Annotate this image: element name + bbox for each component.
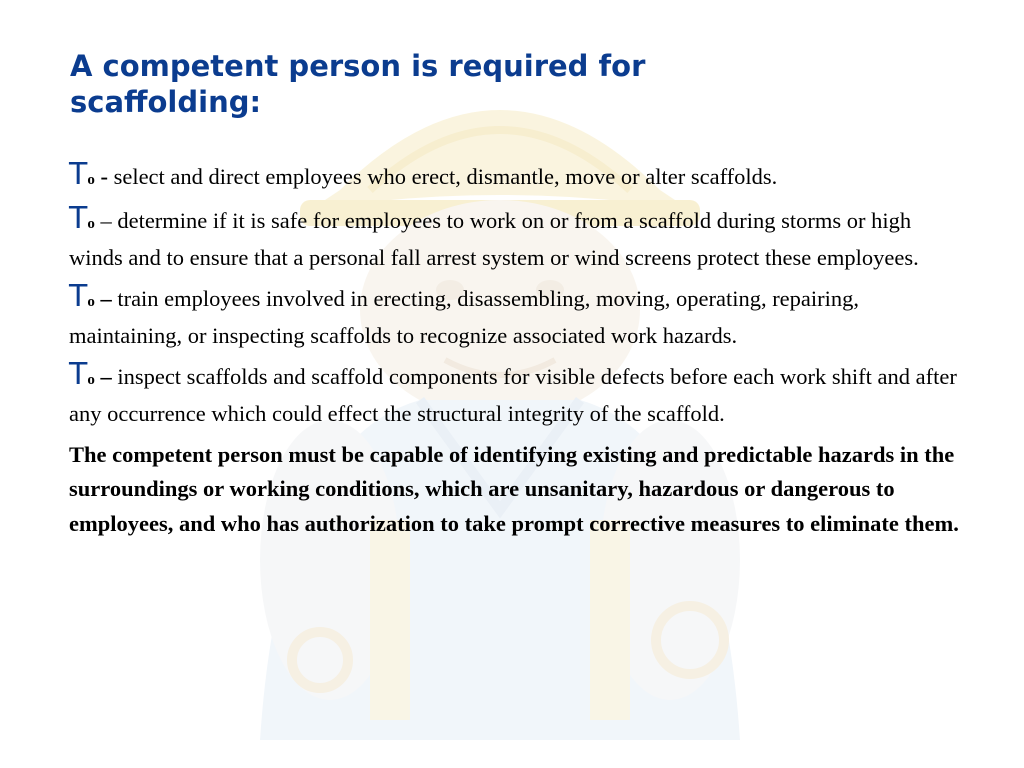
item-lead-letter: T (69, 278, 88, 314)
slide-content (69, 157, 969, 541)
item-text: train employees involved in erecting, disassembling, moving, operating, repairing, maintaining, or inspecting scaffolds to recognize associated work hazards. (69, 285, 860, 348)
list-item (69, 278, 969, 354)
item-text: determine if it is safe for employees to work on or from a scaffold during storms or high winds and to ensure that a personal fall arrest system or wind screens protect these employees. (69, 207, 919, 270)
list-item (69, 157, 969, 198)
item-lead-small: o (87, 293, 95, 310)
item-separator: - (94, 164, 114, 189)
slide-title: A competent person is required for scaffolding: (70, 49, 646, 119)
item-separator: – (94, 285, 118, 311)
item-separator: – (94, 363, 118, 389)
item-text: select and direct employees who erect, dismantle, move or alter scaffolds. (113, 164, 778, 189)
item-lead-small: o (87, 172, 95, 188)
item-lead-small: o (87, 215, 95, 232)
item-lead-letter: T (69, 200, 88, 236)
item-text: inspect scaffolds and scaffold components for visible defects before each work shift and after any occurrence which could effect the structural integrity of the scaffold. (69, 363, 957, 426)
item-lead-letter: T (69, 157, 88, 192)
item-separator: – (94, 207, 118, 233)
item-lead-letter: T (69, 356, 88, 392)
list-item (69, 356, 969, 432)
summary-paragraph: The competent person must be capable of identifying existing and predictable hazards in the surroundings or working conditions, which are unsanitary, hazardous or dangerous to employees, and who has authorization to take prompt corrective measures to eliminate them. (69, 441, 959, 536)
item-lead-small: o (87, 371, 95, 388)
list-item (69, 200, 969, 276)
